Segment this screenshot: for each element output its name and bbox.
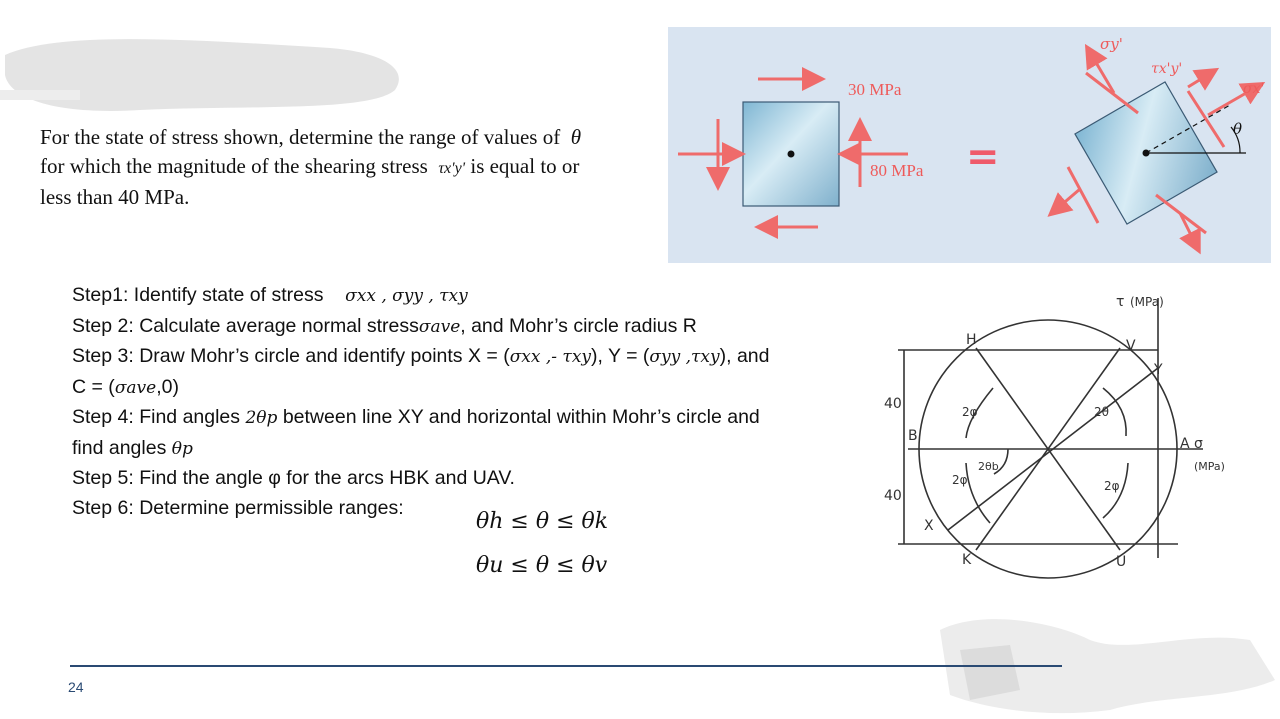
rotated-theta-label: θ	[1233, 120, 1243, 138]
sigma-x-label: σx'	[1243, 81, 1265, 97]
angle-2phi-ul: 2φ	[962, 405, 978, 419]
tau-arrow	[1188, 71, 1214, 87]
step-3	[72, 342, 872, 373]
shear-line-top	[1086, 73, 1138, 113]
point-k: K	[962, 552, 972, 568]
equals-sign: =	[966, 134, 1000, 180]
footer-rule	[70, 665, 1062, 667]
step-3-text-b: ), Y = (	[591, 345, 650, 367]
angle-2theta-ur: 2θ	[1094, 405, 1109, 419]
element-center-dot	[788, 151, 795, 158]
tau-units: (MPa)	[1130, 295, 1164, 309]
step-4-text-a: Step 4: Find angles	[72, 406, 241, 428]
step-2-math: σave	[418, 316, 461, 337]
dimension-40-bottom: 40	[884, 488, 902, 504]
angle-2phi-lr: 2φ	[1104, 479, 1120, 493]
problem-statement	[40, 123, 680, 212]
solution-steps	[72, 281, 872, 523]
mohrs-circle-svg	[858, 268, 1273, 613]
shear-line-bottom	[1156, 195, 1206, 233]
problem-line-2a: for which the magnitude of the shearing stress	[40, 154, 428, 178]
step-2-text-b: , and Mohr’s circle radius R	[460, 314, 697, 337]
problem-line-1: For the state of stress shown, determine the range of values of	[40, 125, 561, 149]
point-x: X	[924, 518, 934, 534]
step-1	[72, 281, 872, 312]
step-4-cont	[72, 434, 872, 465]
problem-line-2b: is equal to or	[470, 154, 580, 178]
decorative-smudge-bottom	[930, 600, 1280, 719]
sigma-units: (MPa)	[1194, 460, 1225, 473]
step-3-text-c: ), and	[719, 345, 770, 367]
sigma-x-opposite-arrow	[1052, 189, 1080, 213]
range-2: θu ≤ θ ≤ θv	[476, 553, 608, 578]
step-4-text-b: between line XY and horizontal within Mohr’s circle and	[282, 406, 760, 428]
decorative-smudge-top	[0, 20, 420, 130]
step-3-math-y: σyy ,τxy	[649, 347, 720, 367]
sigma-y-label: σy'	[1100, 35, 1123, 53]
step-1-math: σxx , σyy , τxy	[345, 286, 468, 306]
point-b: B	[908, 428, 918, 444]
stress-element-figure	[668, 27, 1271, 263]
tau-symbol: τx'y'	[438, 160, 466, 177]
point-y: Y	[1154, 362, 1163, 378]
step-4	[72, 403, 872, 434]
step-3-text-d: C = (	[72, 375, 115, 398]
step-4-math-2: θp	[171, 438, 193, 459]
angle-2phi-ll: 2φ	[952, 473, 968, 487]
tau-axis-label: τ	[1116, 294, 1125, 310]
stress-element-svg	[668, 27, 1271, 263]
step-3-cont	[72, 373, 872, 404]
step-3-math-x: σxx ,- τxy	[509, 347, 592, 367]
point-v: V	[1126, 338, 1136, 354]
step-5: Step 5: Find the angle φ for the arcs HBK and UAV.	[72, 467, 515, 489]
step-3-text-e: ,0)	[156, 375, 179, 398]
problem-line-3: less than 40 MPa.	[40, 185, 190, 209]
dimension-40-top: 40	[884, 396, 902, 412]
step-6: Step 6: Determine permissible ranges:	[72, 496, 404, 519]
page-number: 24	[68, 679, 84, 695]
sigma-axis-label: A σ	[1180, 436, 1203, 452]
step-4-math: 2θp	[245, 408, 278, 428]
point-h: H	[966, 332, 977, 348]
point-u: U	[1116, 554, 1127, 570]
angle-2theta-b: 2θb	[978, 460, 999, 473]
mohrs-circle-figure	[858, 268, 1273, 613]
theta-symbol: θ	[570, 125, 582, 149]
step-1-text: Step1: Identify state of stress	[72, 284, 324, 306]
step-3-text-a: Step 3: Draw Mohr’s circle and identify points X = (	[72, 345, 510, 367]
step-4-text-c: find angles	[72, 436, 167, 459]
permissible-ranges	[476, 500, 608, 588]
label-30-mpa: 30 MPa	[848, 80, 902, 99]
label-80-mpa: 80 MPa	[870, 161, 924, 180]
tau-xy-label: τx'y'	[1151, 61, 1183, 77]
step-2-text-a: Step 2: Calculate average normal stress	[72, 314, 419, 337]
step-3-math-c: σave	[114, 377, 157, 398]
step-2	[72, 312, 872, 343]
range-1: θh ≤ θ ≤ θk	[476, 509, 609, 534]
